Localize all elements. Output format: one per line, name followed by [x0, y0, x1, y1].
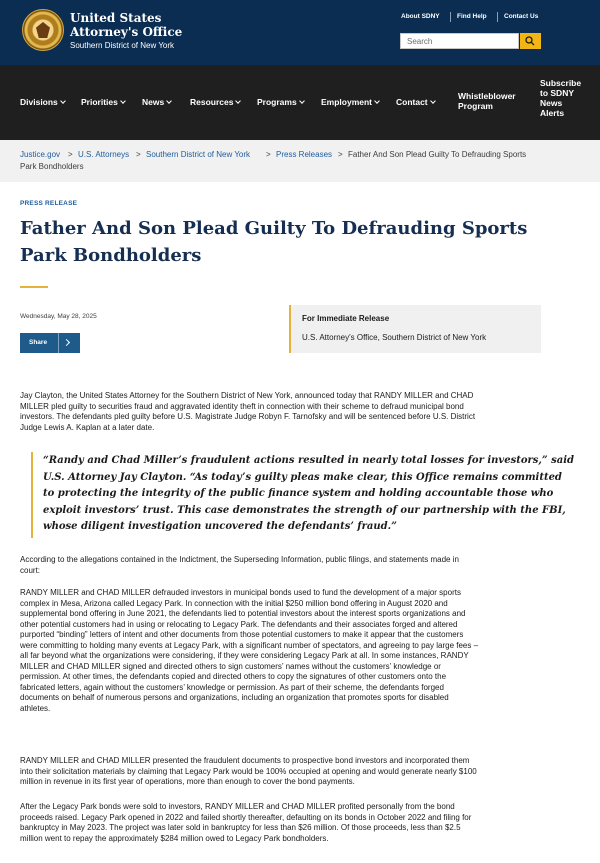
- release-info-box: [289, 305, 541, 353]
- search-input[interactable]: [400, 33, 519, 49]
- contact-us-link[interactable]: Contact Us: [504, 13, 539, 20]
- breadcrumb-current: Father And Son Plead Guilty To Defrauding Sports: [348, 150, 527, 159]
- search-button[interactable]: [520, 33, 541, 49]
- chevron-down-icon: [236, 98, 242, 104]
- release-office: U.S. Attorney's Office, Southern District of New York: [302, 333, 487, 342]
- nav-programs[interactable]: Programs: [257, 97, 304, 107]
- util-divider: [450, 12, 451, 22]
- paragraph-intro: Jay Clayton, the United States Attorney for the Southern District of New York, announced today that RANDY MILLER and CHAD MILLER pled guilty to securities fraud and aggravated identity theft in connection with their scheme to defraud municipal bond investors. The defendants pled guilty before U.S. Magistrate Judge Robyn F. Tarnofsky and will be sentenced before U.S. District Judge Lewis A. Kaplan at a later date.: [20, 391, 476, 432]
- breadcrumb-sdny[interactable]: Southern District of New York: [146, 150, 251, 159]
- nav-divisions[interactable]: Divisions: [20, 97, 65, 107]
- nav-news[interactable]: News: [142, 97, 171, 107]
- chevron-down-icon: [430, 98, 436, 104]
- nav-contact[interactable]: Contact: [396, 97, 435, 107]
- share-button[interactable]: [20, 333, 80, 353]
- util-divider: [497, 12, 498, 22]
- breadcrumb-separator: >: [338, 150, 343, 159]
- share-divider: [58, 333, 59, 353]
- org-district: Southern District of New York: [70, 41, 175, 50]
- nav-whistleblower-program[interactable]: Whistleblower Program: [458, 91, 516, 111]
- blockquote: “Randy and Chad Miller’s fraudulent actions resulted in nearly total losses for investors,” said U.S. Attorney Jay Clayton. “As today’s guilty pleas make clear, this Office remains committed to protecting the integrity of the public finance system and holding accountable those who exploit investors’ trust. This case demonstrates the strength of our partnership with the FBI, whose diligent investigation uncovered the defendants’ fraud.”: [43, 455, 575, 532]
- nav-resources[interactable]: Resources: [190, 97, 240, 107]
- nav-employment[interactable]: Employment: [321, 97, 379, 107]
- org-name-line1[interactable]: United States: [70, 11, 162, 25]
- breadcrumb-separator: >: [136, 150, 141, 159]
- breadcrumb-justice-gov[interactable]: Justice.gov: [20, 150, 61, 159]
- chevron-down-icon: [60, 98, 66, 104]
- site-header: [0, 0, 600, 65]
- page-title: Father And Son Plead Guilty To Defrauding Sports: [20, 218, 528, 239]
- search-placeholder: Search: [407, 37, 433, 46]
- breadcrumb-us-attorneys[interactable]: U.S. Attorneys: [78, 150, 130, 159]
- main-nav: [0, 65, 600, 140]
- chevron-down-icon: [374, 98, 380, 104]
- nav-subscribe-alerts[interactable]: Subscribe to SDNY News Alerts: [540, 78, 582, 118]
- doj-seal-logo[interactable]: [22, 9, 64, 51]
- breadcrumb: [0, 140, 600, 182]
- paragraph-allegations-intro: According to the allegations contained in the Indictment, the Superseding Information, public filings, and statements made in court:: [20, 555, 459, 575]
- quote-bar: [31, 452, 33, 538]
- share-label: Share: [29, 339, 48, 346]
- about-sdny-link[interactable]: About SDNY: [401, 13, 440, 20]
- chevron-right-icon: [63, 339, 70, 346]
- breadcrumb-separator: >: [68, 150, 73, 159]
- breadcrumb-press-releases[interactable]: Press Releases: [276, 150, 333, 159]
- press-release-label: PRESS RELEASE: [20, 200, 78, 207]
- breadcrumb-separator: >: [266, 150, 271, 159]
- paragraph-solicitation: RANDY MILLER and CHAD MILLER presented the fraudulent documents to prospective bond investors and incorporated them into their solicitation materials by claiming that Legacy Park would be 100% occupied at opening and would generate nearly $100 million in revenue in its first year of operations, more than enough to cover the bond payments.: [20, 756, 477, 786]
- page-title-cont: Park Bondholders: [20, 245, 202, 266]
- find-help-link[interactable]: Find Help: [457, 13, 487, 20]
- search-icon: [525, 36, 535, 46]
- org-name-line2[interactable]: Attorney's Office: [70, 25, 183, 39]
- title-divider: [20, 286, 48, 288]
- nav-priorities[interactable]: Priorities: [81, 97, 125, 107]
- release-title: For Immediate Release: [302, 314, 390, 323]
- publish-date: Wednesday, May 28, 2025: [20, 313, 97, 320]
- paragraph-scheme: RANDY MILLER and CHAD MILLER defrauded investors in municipal bonds used to fund the development of a major sports complex in Mesa, Arizona called Legacy Park. In connection with the initial $250 million bond offering in August 2020 and supplemental bond offering in June 2021, the defendants lied to potential investors about the interest sports organizations and other potential customers had in using or relocating to Legacy Park. The defendants and their associates forged and altered purported “binding” letters of intent and other documents from those potential customers to make it appear that the customers were committing to holding many events at Legacy Park, with a significant number of spectators, and agreeing to pay large fees – all far beyond what the organizations were considering, if they were considering Legacy Park at all. In some instances, RANDY MILLER and CHAD MILLER signed and directed others to sign customers’ names without the customers’ knowledge or permission. At other times, the defendants copied and directed others to copy the signatures of other customers onto the fabricated letters, again without the customers’ knowledge or permission. As part of their scheme, the defendants forged documents on behalf of numerous persons and organizations, including an organization that promotes sports for disabled athletes.: [20, 588, 479, 713]
- chevron-down-icon: [299, 98, 305, 104]
- chevron-down-icon: [120, 98, 126, 104]
- paragraph-proceeds: After the Legacy Park bonds were sold to investors, RANDY MILLER and CHAD MILLER profited personally from the bond proceeds raised. Legacy Park opened in 2022 and failed shortly thereafter, defaulting on its bonds in October 2022 and filing for bankruptcy in May 2023. The project was later sold in bankruptcy for less than $26 million. Of those proceeds, less than $2.5 million went to repay the approximately $284 million owed to Legacy Park bondholders.: [20, 802, 472, 843]
- chevron-down-icon: [166, 98, 172, 104]
- breadcrumb-current-cont: Park Bondholders: [20, 162, 84, 171]
